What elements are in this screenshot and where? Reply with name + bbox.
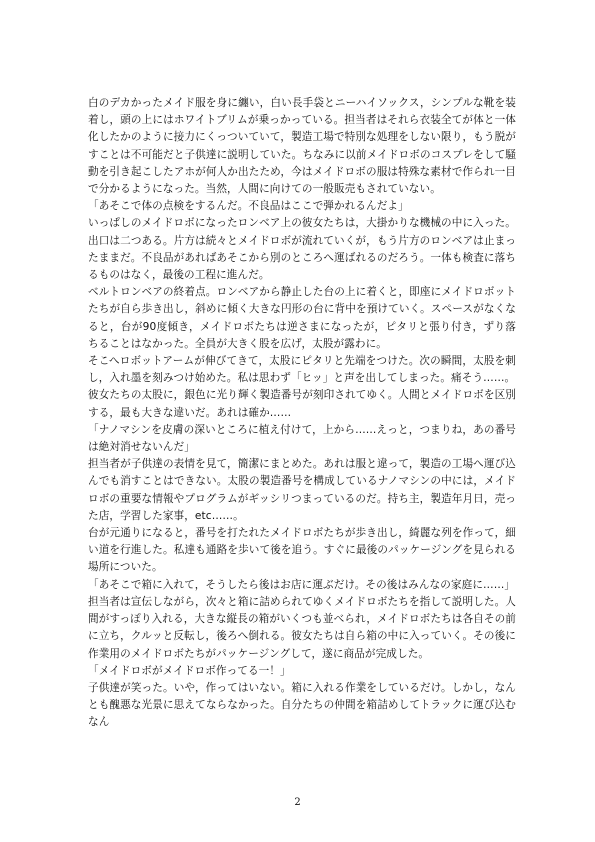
paragraph: 台が元通りになると，番号を打たれたメイドロボたちが歩き出し，綺麗な列を作って，細い道を行進した。私達も通路を歩いて後を追う。すぐに最後のパッケージングを見られる場所についた。 xyxy=(88,527,516,574)
paragraph: 白のデカかったメイド服を身に纏い，白い長手袋とニーハイソックス，シンプルな靴を装着し，頭の上にはホワイトブリムが乗っかっている。担当者はそれら衣装全てが体と一体化したかのように接力にくっついていて，製造工場で特別な処理をしない限り，もう脱がすことは不可能だと子供達に説明していた。ちなみに以前メイドロボのコスプレをして騒動を引き起こしたアホが何人か出たため，今はメイドロボの服は特殊な素材で作られ一目で分かるようになった。当然，人間に向けての一般販売もされていない。 xyxy=(88,97,516,196)
body-text xyxy=(88,95,516,732)
dialogue-line: 「あそこで箱に入れて，そうしたら後はお店に運ぶだけ。その後はみんなの家庭に……」 xyxy=(88,578,516,591)
paragraph: 担当者は宣伝しながら，次々と箱に詰められてゆくメイドロボたちを指して説明した。人間がすっぽり入れる，大きな縦長の箱がいくつも並べられ，メイドロボたちは各自その前に立ち，クルッと反転し，後ろへ倒れる。彼女たちは自ら箱の中に入っていく。その後に作業用のメイドロボたちがパッケージングして，遂に商品が完成した。 xyxy=(88,595,516,660)
dialogue-line: 「ナノマシンを皮膚の深いところに植え付けて，上から……えっと，つまりね，あの番号は絶対消せないんだ」 xyxy=(88,423,516,454)
paragraph: 彼女たちの太股に，銀色に光り輝く製造番号が刻印されてゆく。人間とメイドロボを区別する，最も大きな違いだ。あれは確か…… xyxy=(88,389,516,419)
paragraph: いっぱしのメイドロボになったロンベア上の彼女たちは，大掛かりな機械の中に入った。出口は二つある。片方は続々とメイドロボが流れていくが，もう片方のロンベアは止まったままだ。不良品があればあそこから別のところへ運ばれるのだろう。一体も検査に落ちるものはなく，最後の工程に進んだ。 xyxy=(88,217,516,282)
dialogue-line: 「メイドロボがメイドロボ作ってる一！」 xyxy=(88,664,291,677)
paragraph: ベルトロンベアの終着点。ロンベアから静止した台の上に着くと，即座にメイドロボットたちが自ら歩き出し，斜めに傾く大きな円形の台に背中を預けていく。スペースがなくなると，台が90度傾き，メイドロボたちは逆さまになったが，ピタリと張り付き，ずり落ちることはなかった。全員が大きく股を広げ，太股が露わに。 xyxy=(88,286,516,350)
paragraph: そこへロボットアームが伸びてきて，太股にピタリと先端をつけた。次の瞬間，太股を刺し，入れ墨を刻みつけ始めた。私は思わず「ヒッ」と声を出してしまった。痛そう……。 xyxy=(88,355,516,385)
paragraph: 子供達が笑った。いや，作ってはいない。箱に入れる作業をしているだけ。しかし，なんとも醜悪な光景に思えてならなかった。自分たちの仲間を箱詰めしてトラックに運び込むなん xyxy=(88,681,516,729)
dialogue-line: 「あそこで体の点検をするんだ。不良品はここで弾かれるんだよ」 xyxy=(88,200,409,213)
paragraph: 担当者が子供達の表情を見て，簡潔にまとめた。あれは服と違って，製造の工場へ運び込んでも消すことはできない。太股の製造番号を構成しているナノマシンの中には，メイドロボの重要な情報やプログラムがギッシリつまっているのだ。持ち主，製造年月日，売った店，学習した家事，etc……。 xyxy=(88,458,516,522)
page-number: 2 xyxy=(294,797,301,808)
